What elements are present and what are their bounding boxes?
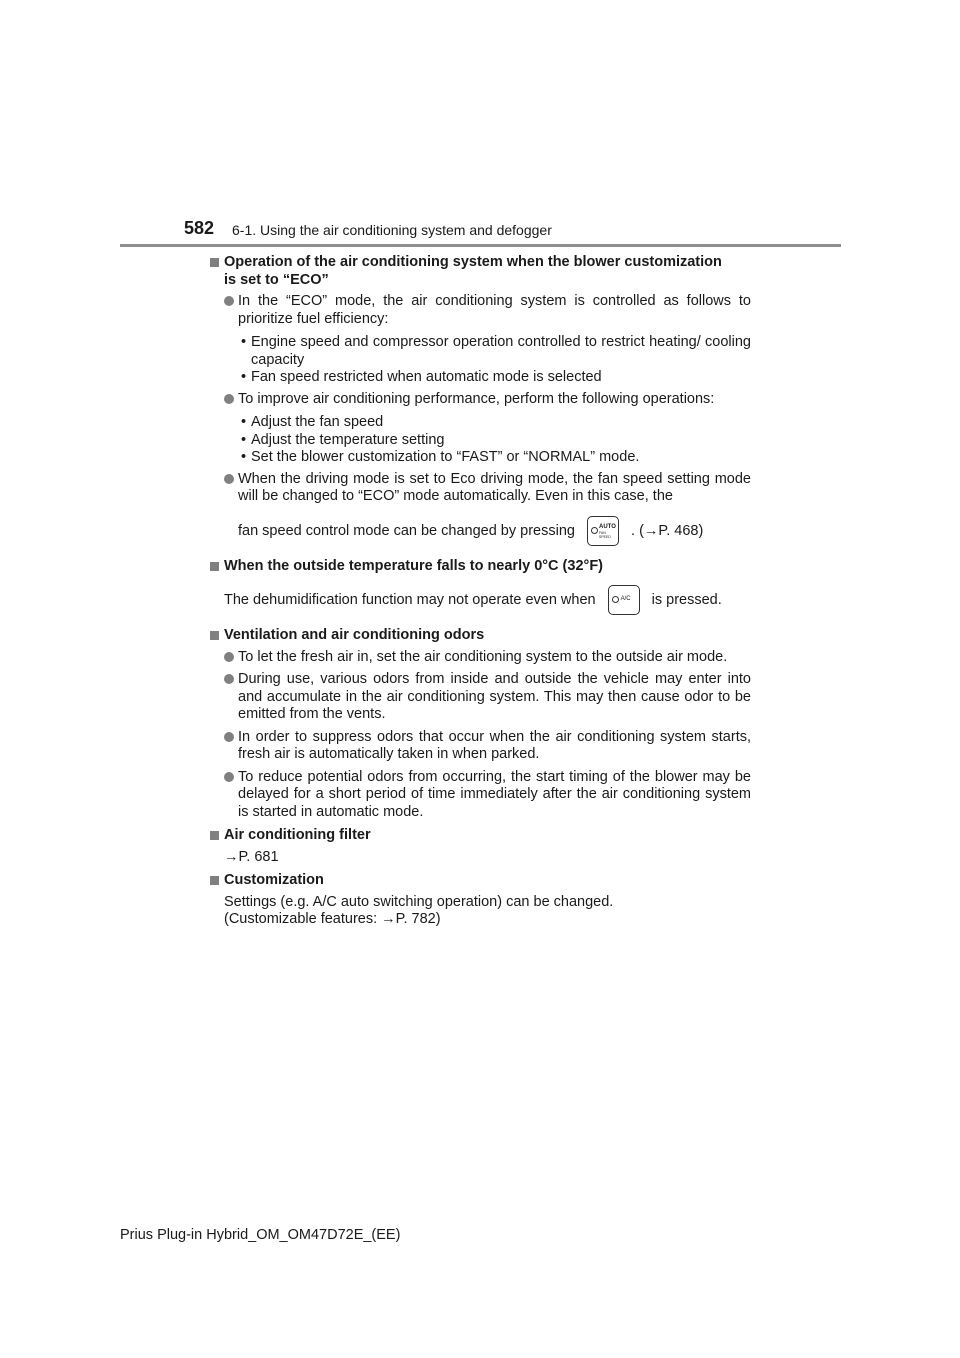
sub-item: • Adjust the temperature setting [241,431,445,448]
heading-eco-line1: Operation of the air conditioning system when the blower customization [224,254,722,270]
circle-bullet-icon [224,474,234,484]
bullet-text: During use, various odors from inside and outside the vehicle may enter into and accumulate in the air conditioning system. This may then cause odor to be emitted from the vents. [238,671,751,722]
bullet-item [209,471,751,546]
heading-eco [209,254,751,289]
square-bullet-icon [210,631,219,640]
circle-bullet-icon [224,732,234,742]
heading-eco-line2: is set to “ECO” [224,271,329,288]
sub-item: • Engine speed and compressor operation controlled to restrict heating/ cooling capacity [241,334,751,368]
bullet-text: To reduce potential odors from occurring, the start timing of the blower may be delayed for a short period of time immediately after the air conditioning system is started in automatic mode. [238,768,751,820]
sub-item-text: Fan speed restricted when automatic mode is selected [251,369,602,385]
sub-item-text: Adjust the temperature setting [251,431,445,448]
bullet-text: To let the fresh air in, set the air conditioning system to the outside air mode. [238,648,728,665]
sub-item: • Set the blower customization to “FAST” or “NORMAL” mode. [241,449,640,465]
bullet-item [209,671,751,724]
page-number: 582 [184,218,215,238]
sub-item-text: Set the blower customization to “FAST” or “NORMAL” mode. [251,449,640,465]
sub-item: • Fan speed restricted when automatic mode is selected [241,369,602,385]
bullet-text: To improve air conditioning performance, perform the following operations: [238,390,715,407]
auto-fan-speed-button-icon: AUTO FAN SPEED [587,516,619,546]
circle-bullet-icon [224,674,234,684]
page-content [209,254,751,929]
indicator-light-icon [591,527,598,534]
heading-filter: Air conditioning filter [209,827,751,845]
heading-temperature: When the outside temperature falls to nearly 0°C (32°F) [209,558,751,576]
bullet-item [209,729,751,764]
bullet-text: In order to suppress odors that occur when the air conditioning system starts, fresh air is automatically taken in when parked. [238,728,751,762]
paragraph: Settings (e.g. A/C auto switching operation) can be changed. (Customizable features: →P. 782) [224,893,614,927]
page-reference: →P. 681 [224,848,279,865]
circle-bullet-icon [224,772,234,782]
heading-customization: Customization [209,872,751,890]
header-divider [120,244,841,247]
bullet-item [209,293,751,328]
bullet-item [209,649,751,667]
bullet-item [209,769,751,822]
square-bullet-icon [210,562,219,571]
circle-bullet-icon [224,652,234,662]
bullet-text: When the driving mode is set to Eco driving mode, the fan speed setting mode will be changed to “ECO” mode automatically. Even in this case, the [238,470,751,504]
heading-odors: Ventilation and air conditioning odors [209,627,751,645]
footer-document-id: Prius Plug-in Hybrid_OM_OM47D72E_(EE) [120,1227,401,1243]
bullet-item [209,391,751,409]
page-reference: . (→P. 468) [631,522,704,539]
ac-button-icon: A/C [608,585,640,615]
section-title: 6-1. Using the air conditioning system and defogger [232,222,552,238]
bullet-text: In the “ECO” mode, the air conditioning system is controlled as follows to prioritize fuel efficiency: [238,293,751,327]
circle-bullet-icon [224,394,234,404]
square-bullet-icon [210,258,219,267]
square-bullet-icon [210,876,219,885]
bullet-tail-text: fan speed control mode can be changed by pressing [238,522,575,539]
indicator-light-icon [612,596,619,603]
sub-item: • Adjust the fan speed [241,414,384,430]
sub-item-text: Adjust the fan speed [251,414,384,430]
sub-item-text: Engine speed and compressor operation controlled to restrict heating/ cooling capacity [251,334,751,368]
circle-bullet-icon [224,296,234,306]
bullet-tail [238,516,751,546]
square-bullet-icon [210,831,219,840]
paragraph: The dehumidification function may not operate even when A/C is pressed. [209,585,751,615]
